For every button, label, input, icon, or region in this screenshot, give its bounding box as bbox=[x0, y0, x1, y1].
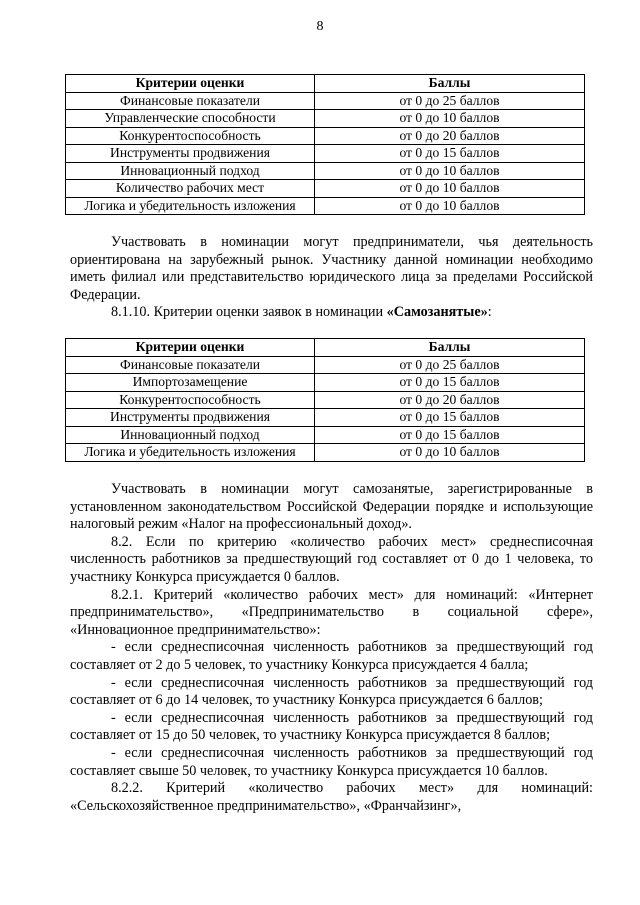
paragraph: 8.2.2. Критерий «количество рабочих мест» для номинаций: «Сельскохозяйственное предпринимательство», «Франчайзинг», bbox=[70, 780, 593, 814]
points-cell: от 0 до 25 баллов bbox=[315, 92, 585, 110]
table-row bbox=[66, 426, 585, 444]
list-item: - если среднесписочная численность работников за предшествующий год составляет от 15 до 50 человек, то участнику Конкурса присуждается 8 баллов; bbox=[70, 709, 593, 744]
points-cell: от 0 до 10 баллов bbox=[315, 444, 585, 462]
header-criteria: Критерии оценки bbox=[66, 75, 315, 93]
paragraph: Участвовать в номинации могут самозанятые, зарегистрированные в установленном законодательством Российской Федерации порядке и использующие налоговый режим «Налог на профессиональный доход». bbox=[70, 481, 593, 533]
criterion-cell: Конкурентоспособность bbox=[66, 391, 315, 409]
criterion-cell: Управленческие способности bbox=[66, 110, 315, 128]
paragraph-nomination-heading bbox=[70, 304, 593, 322]
criterion-cell: Инструменты продвижения bbox=[66, 145, 315, 163]
criteria-table-2 bbox=[65, 338, 585, 462]
criterion-cell: Инструменты продвижения bbox=[66, 409, 315, 427]
table-row bbox=[66, 391, 585, 409]
table-row bbox=[66, 444, 585, 462]
list-item: - если среднесписочная численность работников за предшествующий год составляет от 2 до 5 человек, то участнику Конкурса присуждается 4 балла; bbox=[70, 639, 593, 673]
nomination-name: «Самозанятые» bbox=[386, 304, 488, 321]
table-header-row bbox=[66, 75, 585, 93]
header-points: Баллы bbox=[315, 339, 585, 357]
table-row bbox=[66, 162, 585, 180]
criterion-cell: Финансовые показатели bbox=[66, 92, 315, 110]
points-cell: от 0 до 10 баллов bbox=[315, 197, 585, 215]
paragraph: Участвовать в номинации могут предприниматели, чья деятельность ориентирована на зарубежный рынок. Участнику данной номинации необходимо иметь филиал или представительство юридического лица за пределами Российской Федерации. bbox=[70, 234, 593, 303]
criterion-cell: Конкурентоспособность bbox=[66, 127, 315, 145]
criterion-cell: Инновационный подход bbox=[66, 426, 315, 444]
table-row bbox=[66, 180, 585, 198]
criteria-table-1 bbox=[65, 74, 585, 215]
table-row bbox=[66, 145, 585, 163]
header-criteria: Критерии оценки bbox=[66, 339, 315, 357]
heading-text: 8.1.10. Критерии оценки заявок в номинации bbox=[111, 304, 387, 321]
table-row bbox=[66, 127, 585, 145]
criterion-cell: Логика и убедительность изложения bbox=[66, 444, 315, 462]
table-row bbox=[66, 92, 585, 110]
points-cell: от 0 до 20 баллов bbox=[315, 127, 585, 145]
list-item: - если среднесписочная численность работников за предшествующий год составляет от 6 до 14 человек, то участнику Конкурса присуждается 6 баллов; bbox=[70, 674, 593, 709]
points-cell: от 0 до 15 баллов bbox=[315, 374, 585, 392]
table-row bbox=[66, 374, 585, 392]
points-cell: от 0 до 15 баллов bbox=[315, 409, 585, 427]
table-row bbox=[66, 356, 585, 374]
text-block-1 bbox=[70, 234, 593, 322]
points-cell: от 0 до 20 баллов bbox=[315, 391, 585, 409]
list-item: - если среднесписочная численность работников за предшествующий год составляет свыше 50 человек, то участнику Конкурса присуждается 10 баллов. bbox=[70, 744, 593, 779]
text-block-2 bbox=[70, 481, 593, 815]
page-number: 8 bbox=[316, 19, 324, 34]
criterion-cell: Финансовые показатели bbox=[66, 356, 315, 374]
table-row bbox=[66, 409, 585, 427]
header-points: Баллы bbox=[315, 75, 585, 93]
points-cell: от 0 до 10 баллов bbox=[315, 110, 585, 128]
points-cell: от 0 до 15 баллов bbox=[315, 145, 585, 163]
criterion-cell: Логика и убедительность изложения bbox=[66, 197, 315, 215]
points-cell: от 0 до 10 баллов bbox=[315, 162, 585, 180]
criterion-cell: Инновационный подход bbox=[66, 162, 315, 180]
table-header-row bbox=[66, 339, 585, 357]
criterion-cell: Количество рабочих мест bbox=[66, 180, 315, 198]
points-cell: от 0 до 25 баллов bbox=[315, 356, 585, 374]
table-row bbox=[66, 110, 585, 128]
table-row bbox=[66, 197, 585, 215]
heading-suffix: : bbox=[487, 304, 492, 321]
paragraph: 8.2. Если по критерию «количество рабочих мест» среднесписочная численность работников за предшествующий год составляет от 0 до 1 человека, то участнику Конкурса присуждается 0 баллов. bbox=[70, 533, 593, 585]
paragraph: 8.2.1. Критерий «количество рабочих мест» для номинаций: «Интернет предпринимательство», «Предпринимательство в социальной сфере», «Инновационное предпринимательство»: bbox=[70, 586, 593, 638]
criterion-cell: Импортозамещение bbox=[66, 374, 315, 392]
points-cell: от 0 до 15 баллов bbox=[315, 426, 585, 444]
points-cell: от 0 до 10 баллов bbox=[315, 180, 585, 198]
